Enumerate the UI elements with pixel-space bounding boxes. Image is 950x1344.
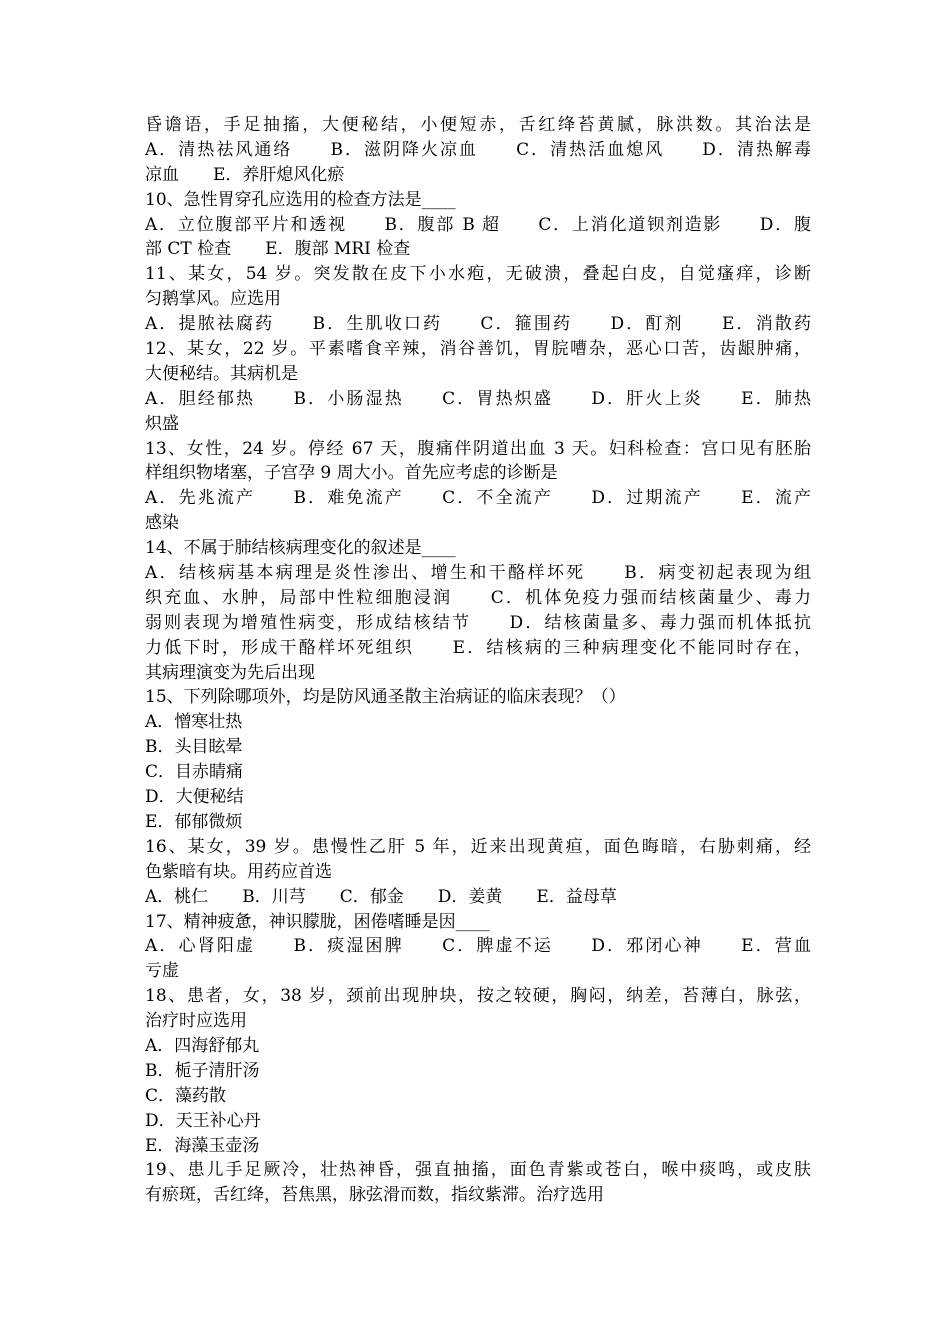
text-line: 色紫暗有块。用药应首选 bbox=[145, 861, 332, 882]
text-line: 炽盛 bbox=[145, 413, 179, 434]
options-line: A．提脓祛腐药 B．生肌收口药 C．箍围药 D．酊剂 E．消散药 bbox=[145, 314, 811, 335]
question-line: 14、不属于肺结核病理变化的叙述是____ bbox=[145, 538, 456, 559]
option-item: D．大便秘结 bbox=[145, 787, 244, 808]
options-line: A．桃仁 B．川芎 C．郁金 D．姜黄 E．益母草 bbox=[145, 886, 617, 907]
question-line: 16、某女，39 岁。患慢性乙肝 5 年，近来出现黄疸，面色晦暗，右胁刺痛，经 bbox=[145, 836, 811, 857]
option-item: A．憎寒壮热 bbox=[145, 712, 243, 733]
document-page bbox=[145, 113, 811, 1208]
question-line: 15、下列除哪项外，均是防风通圣散主治病证的临床表现？（） bbox=[145, 687, 626, 708]
option-item: D．天王补心丹 bbox=[145, 1110, 261, 1131]
question-line: 12、某女，22 岁。平素嗜食辛辣，消谷善饥，胃脘嘈杂，恶心口苦，齿龈肿痛， bbox=[145, 339, 811, 360]
text-line: 有瘀斑，舌红绛，苔焦黑，脉弦滑而数，指纹紫滞。治疗选用 bbox=[145, 1185, 604, 1206]
text-line: 样组织物堵塞，子宫孕 9 周大小。首先应考虑的诊断是 bbox=[145, 463, 558, 484]
text-line: 大便秘结。其病机是 bbox=[145, 363, 298, 384]
options-line: 力低下时，形成干酪样坏死组织 E．结核病的三种病理变化不能同时存在， bbox=[145, 637, 811, 658]
text-line: 亏虚 bbox=[145, 961, 179, 982]
text-line: 昏谵语，手足抽搐，大便秘结，小便短赤，舌红绛苔黄腻，脉洪数。其治法是 bbox=[145, 115, 811, 135]
options-line: 织充血、水肿，局部中性粒细胞浸润 C．机体免疫力强而结核菌量少、毒力 bbox=[145, 587, 811, 608]
options-line: A．胆经郁热 B．小肠湿热 C．胃热炽盛 D．肝火上炎 E．肺热 bbox=[145, 388, 811, 409]
options-line: A．先兆流产 B．难免流产 C．不全流产 D．过期流产 E．流产 bbox=[145, 488, 811, 509]
text-line: 感染 bbox=[145, 513, 179, 534]
text-line: 部 CT 检查 E．腹部 MRI 检查 bbox=[145, 239, 411, 260]
option-item: E．海藻玉壶汤 bbox=[145, 1135, 260, 1156]
option-item: A．四海舒郁丸 bbox=[145, 1035, 260, 1056]
text-line: 凉血 E．养肝熄风化瘀 bbox=[145, 164, 345, 185]
question-line: 19、患儿手足厥冷，壮热神昏，强直抽搐，面色青紫或苍白，喉中痰鸣，或皮肤 bbox=[145, 1160, 811, 1181]
question-line: 11、某女，54 岁。突发散在皮下小水疱，无破溃，叠起白皮，自觉瘙痒，诊断 bbox=[145, 264, 811, 285]
options-line: A．立位腹部平片和透视 B．腹部 B 超 C．上消化道钡剂造影 D．腹 bbox=[145, 214, 811, 235]
question-line: 18、患者，女，38 岁，颈前出现肿块，按之较硬，胸闷，纳差，苔薄白，脉弦， bbox=[145, 986, 811, 1007]
options-line: A．心肾阳虚 B．痰湿困脾 C．脾虚不运 D．邪闭心神 E．营血 bbox=[145, 936, 811, 957]
text-line: 其病理演变为先后出现 bbox=[145, 662, 315, 683]
question-line: 10、急性胃穿孔应选用的检查方法是____ bbox=[145, 189, 456, 210]
text-line: A．清热祛风通络 B．滋阴降火凉血 C．清热活血熄风 D．清热解毒 bbox=[145, 139, 811, 160]
question-line: 17、精神疲惫，神识朦胧，困倦嗜睡是因____ bbox=[145, 911, 490, 932]
options-line: 弱则表现为增殖性病变，形成结核结节 D．结核菌量多、毒力强而机体抵抗 bbox=[145, 612, 811, 633]
options-line: A．结核病基本病理是炎性渗出、增生和干酪样坏死 B．病变初起表现为组 bbox=[145, 563, 811, 584]
option-item: E．郁郁微烦 bbox=[145, 811, 243, 832]
question-line: 13、女性，24 岁。停经 67 天，腹痛伴阴道出血 3 天。妇科检查：宫口见有胚胎 bbox=[145, 438, 811, 459]
option-item: B．头目眩晕 bbox=[145, 737, 243, 758]
option-item: C．藻药散 bbox=[145, 1085, 227, 1106]
text-line: 治疗时应选用 bbox=[145, 1011, 247, 1032]
option-item: C．目赤睛痛 bbox=[145, 762, 244, 783]
text-line: 匀鹅掌风。应选用 bbox=[145, 289, 281, 310]
option-item: B．栀子清肝汤 bbox=[145, 1060, 260, 1081]
